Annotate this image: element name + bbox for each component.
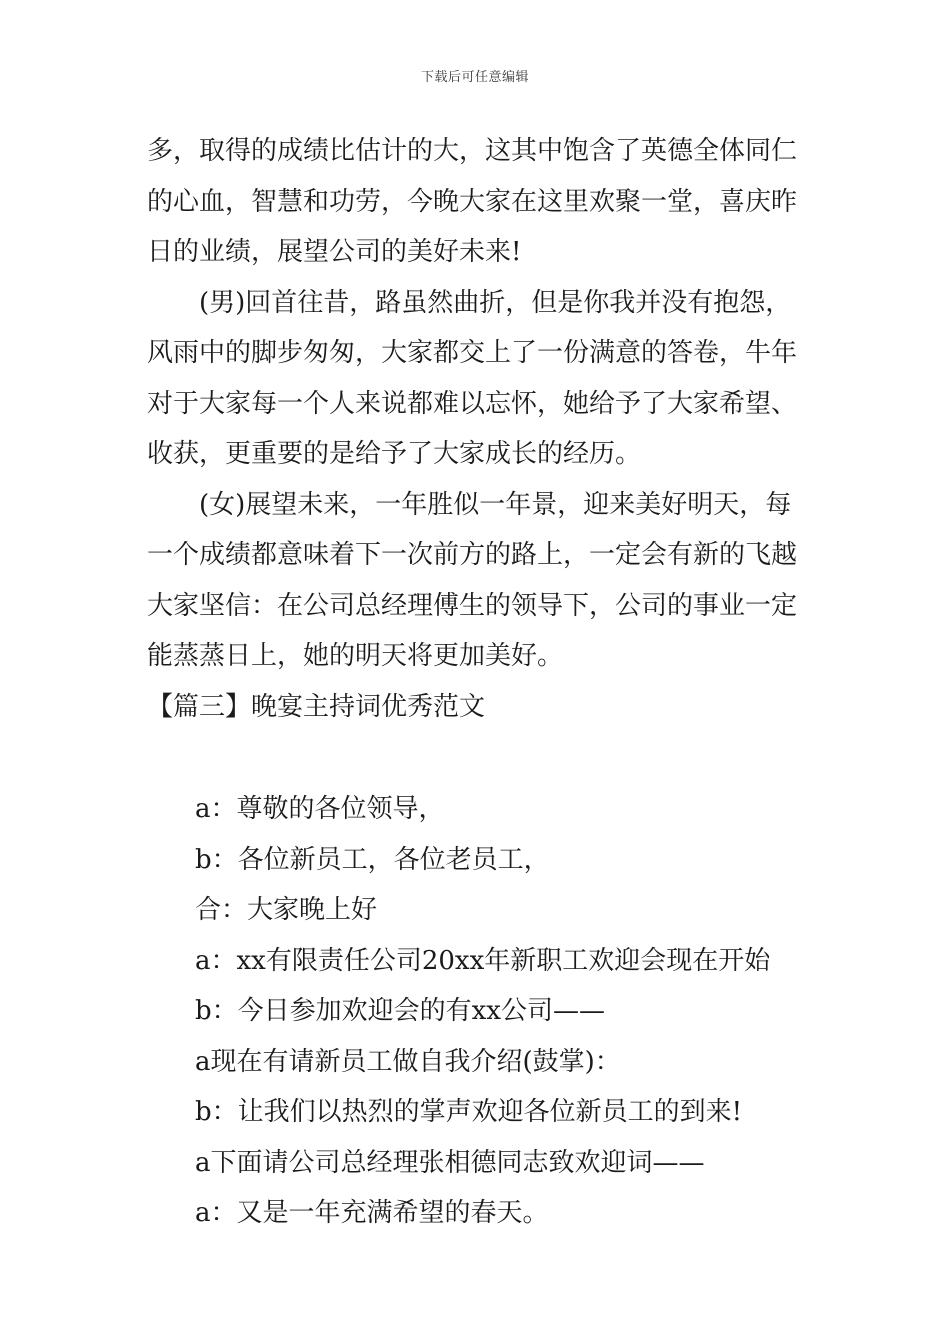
dialogue-line: b：今日参加欢迎会的有xx公司—— (195, 996, 605, 1026)
dialogue-line: a：又是一年充满希望的春天。 (195, 1198, 549, 1228)
dialogue-line: a：尊敬的各位领导， (195, 794, 445, 824)
dialogue-list (147, 784, 807, 1239)
section-title: 【篇三】晚宴主持词优秀范文 (147, 691, 486, 722)
dialogue-line: a下面请公司总经理张相德同志致欢迎词—— (195, 1147, 705, 1178)
dialogue-line: a现在有请新员工做自我介绍(鼓掌)： (195, 1046, 621, 1077)
paragraph-continuation: 多，取得的成绩比估计的大，这其中饱含了英德全体同仁的心血，智慧和功劳，今晚大家在这里欢聚一堂，喜庆昨日的业绩，展望公司的美好未来! (147, 136, 798, 267)
dialogue-line: a：xx有限责任公司20xx年新职工欢迎会现在开始 (195, 945, 771, 976)
paragraph-male-host: (男)回首往昔，路虽然曲折，但是你我并没有抱怨，风雨中的脚步匆匆，大家都交上了一份满意的答卷，牛年对于大家每一个人来说都难以忘怀，她给予了大家希望、收获，更重要的是给予了大家成长的经历。 (147, 287, 798, 469)
dialogue-line: b：各位新员工，各位老员工， (195, 844, 550, 875)
dialogue-line: 合：大家晚上好 (195, 895, 378, 925)
dialogue-line: b：让我们以热烈的掌声欢迎各位新员工的到来! (195, 1097, 743, 1127)
section-spacer (147, 732, 807, 784)
document-body (147, 126, 807, 1239)
paragraph-female-host: (女)展望未来，一年胜似一年景，迎来美好明天，每一个成绩都意味着下一次前方的路上，一定会有新的飞越大家坚信：在公司总经理傅生的领导下，公司的事业一定能蒸蒸日上，她的明天将更加美好。 (147, 489, 798, 671)
page-header-note: 下载后可任意编辑 (420, 70, 529, 85)
